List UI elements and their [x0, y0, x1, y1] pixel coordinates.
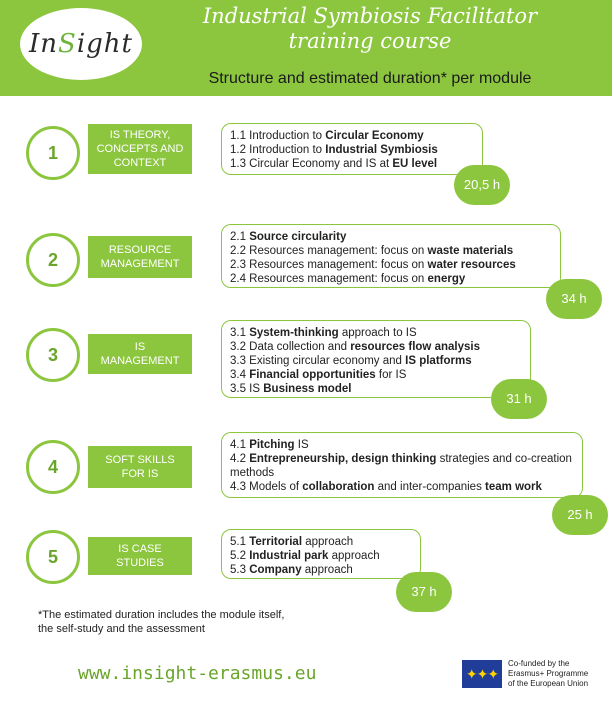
topic-4-1: 4.1 Pitching IS: [230, 439, 309, 451]
module-2-label: RESOURCE MANAGEMENT: [88, 236, 192, 278]
eu-funding-note: Co-funded by the Erasmus+ Programme of the European Union: [508, 659, 589, 688]
title-line-1: Industrial Symbiosis Facilitator: [202, 4, 538, 28]
module-3-topics: [221, 320, 531, 398]
module-2-topics: [221, 224, 561, 288]
topic-5-3: 5.3 Company approach: [230, 564, 353, 576]
topic-1-3: 1.3 Circular Economy and IS at EU level: [230, 158, 438, 170]
module-3-label: IS MANAGEMENT: [88, 334, 192, 374]
module-4-topics: [221, 432, 583, 498]
module-5-label: IS CASE STUDIES: [88, 537, 192, 575]
module-2-number: 2: [26, 233, 80, 287]
module-2-duration: 34 h: [546, 279, 602, 319]
topic-4-3: 4.3 Models of collaboration and inter-companies team work: [230, 481, 542, 493]
eu-flag-icon: [462, 660, 502, 688]
course-title: [150, 4, 590, 54]
topic-4-2: 4.2 Entrepreneurship, design thinking strategies and co-creation methods: [230, 453, 572, 479]
module-1-label: IS THEORY, CONCEPTS AND CONTEXT: [88, 124, 192, 174]
eu-stars-icon: ✦✦✦: [465, 666, 499, 682]
page-subtitle: Structure and estimated duration* per module: [208, 70, 532, 87]
title-line-2: training course: [288, 29, 452, 53]
logo-text: InSight: [29, 29, 133, 59]
module-4-label: SOFT SKILLS FOR IS: [88, 446, 192, 488]
module-1-duration: 20,5 h: [454, 165, 510, 205]
module-4-number: 4: [26, 440, 80, 494]
topic-1-1: 1.1 Introduction to Circular Economy: [230, 130, 424, 142]
topic-3-3: 3.3 Existing circular economy and IS platforms: [230, 355, 472, 367]
topic-5-2: 5.2 Industrial park approach: [230, 550, 380, 562]
insight-logo: [20, 8, 142, 80]
topic-2-2: 2.2 Resources management: focus on waste materials: [230, 245, 514, 257]
website-link[interactable]: www.insight-erasmus.eu: [78, 663, 317, 684]
topic-3-4: 3.4 Financial opportunities for IS: [230, 369, 407, 381]
topic-3-5: 3.5 IS Business model: [230, 383, 352, 395]
module-5-topics: [221, 529, 421, 579]
module-5-duration: 37 h: [396, 572, 452, 612]
topic-5-1: 5.1 Territorial approach: [230, 536, 354, 548]
topic-1-2: 1.2 Introduction to Industrial Symbiosis: [230, 144, 438, 156]
module-1-number: 1: [26, 126, 80, 180]
topic-2-3: 2.3 Resources management: focus on water resources: [230, 259, 516, 271]
module-5-number: 5: [26, 530, 80, 584]
header-banner: [0, 0, 612, 96]
module-1-topics: [221, 123, 483, 175]
topic-2-4: 2.4 Resources management: focus on energy: [230, 273, 466, 285]
topic-2-1: 2.1 Source circularity: [230, 231, 347, 243]
duration-footnote: *The estimated duration includes the module itself, the self-study and the assessment: [38, 609, 285, 635]
module-3-duration: 31 h: [491, 379, 547, 419]
topic-3-2: 3.2 Data collection and resources flow analysis: [230, 341, 480, 353]
module-4-duration: 25 h: [552, 495, 608, 535]
module-3-number: 3: [26, 328, 80, 382]
topic-3-1: 3.1 System-thinking approach to IS: [230, 327, 417, 339]
